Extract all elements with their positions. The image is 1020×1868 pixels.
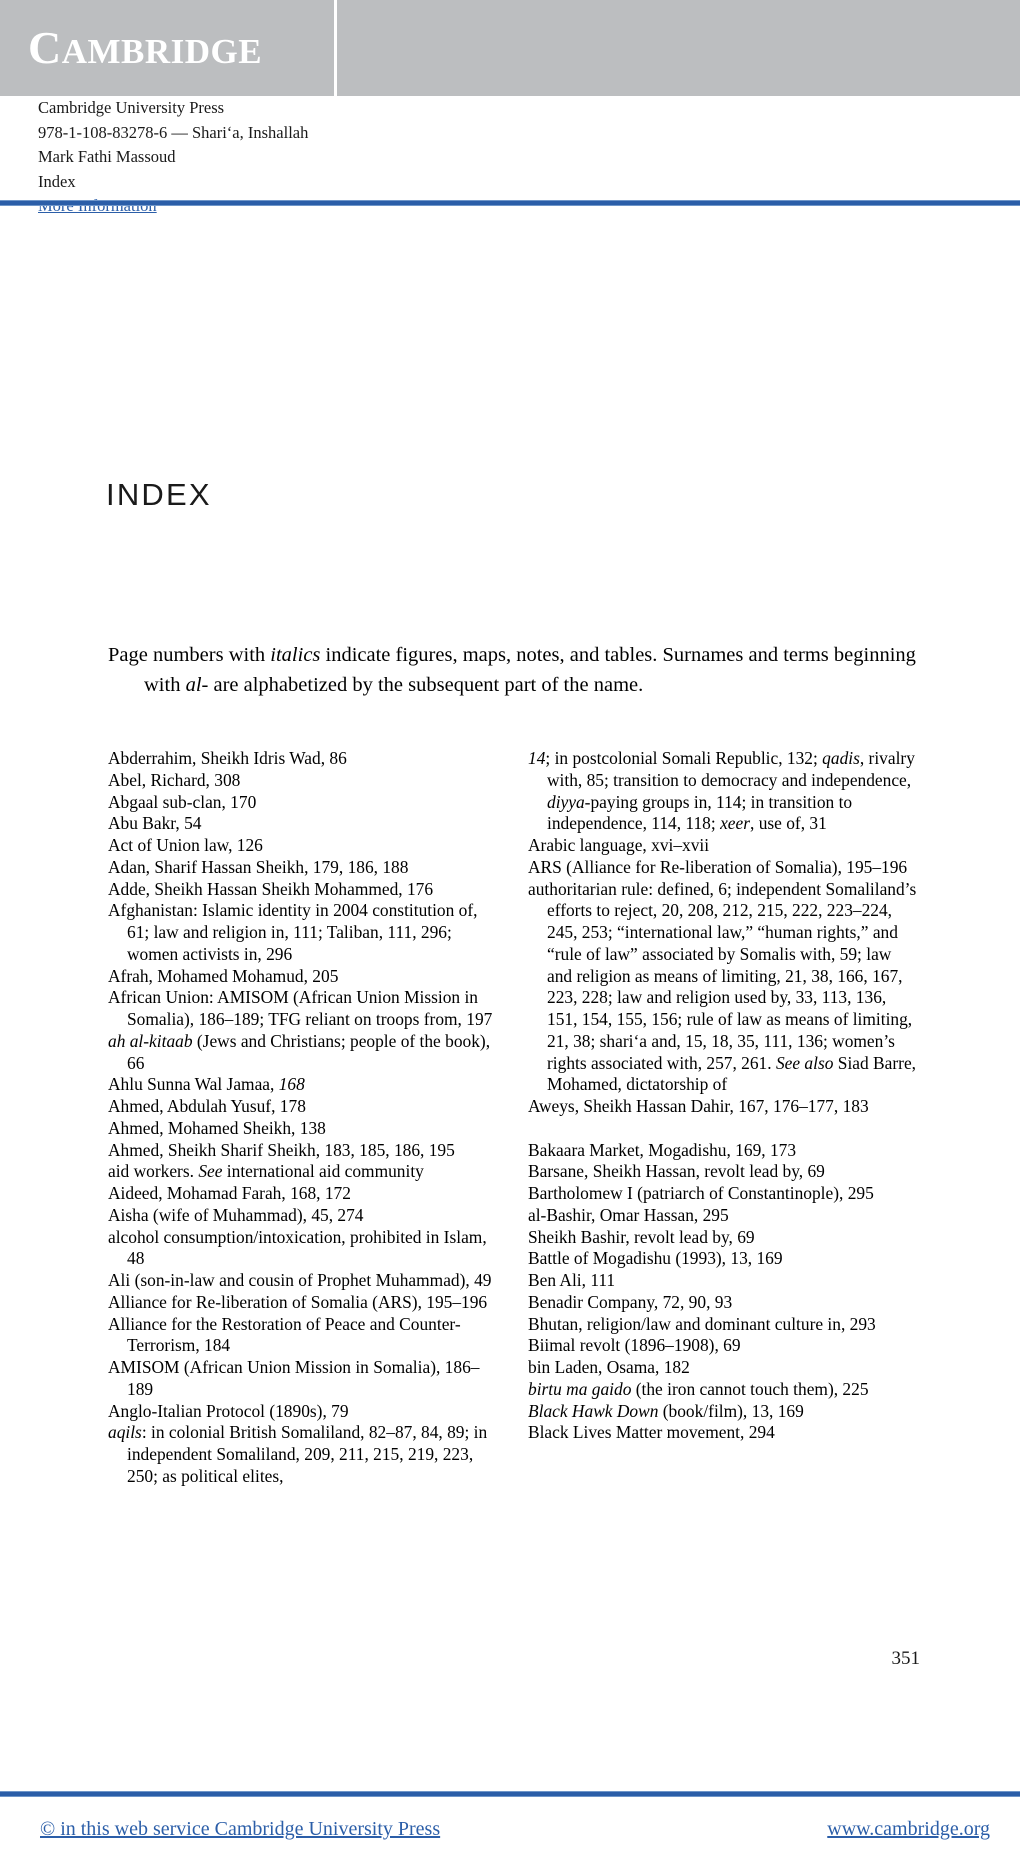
header-divider-rule	[0, 200, 1020, 206]
index-entry: Alliance for Re-liberation of Somalia (ARS), 195–196	[108, 1291, 488, 1312]
index-entry: Abel, Richard, 308	[108, 769, 241, 790]
index-column-left	[108, 748, 500, 1488]
index-entry: Sheikh Bashir, revolt lead by, 69	[528, 1226, 755, 1247]
section-line: Index	[38, 171, 76, 191]
index-entry: Adde, Sheikh Hassan Sheikh Mohammed, 176	[108, 878, 434, 899]
cambridge-logo-panel	[0, 0, 337, 96]
folio-page-number: 351	[891, 1648, 920, 1669]
footer-website-link[interactable]: www.cambridge.org	[827, 1818, 990, 1840]
index-entry: Alliance for the Restoration of Peace and Counter-Terrorism, 184	[108, 1313, 461, 1356]
index-entry: Abu Bakr, 54	[108, 813, 202, 834]
index-entry: Ali (son-in-law and cousin of Prophet Muhammad), 49	[108, 1270, 492, 1290]
publisher-line: Cambridge University Press	[38, 98, 225, 117]
index-entry: ARS (Alliance for Re-liberation of Somalia), 195–196	[528, 856, 908, 877]
index-entry: Barsane, Sheikh Hassan, revolt lead by, 69	[528, 1161, 825, 1182]
index-entry: Bhutan, religion/law and dominant culture in, 293	[528, 1313, 876, 1334]
page-footer	[0, 1818, 1020, 1858]
index-entry: bin Laden, Osama, 182	[528, 1357, 690, 1377]
index-columns	[108, 748, 920, 1488]
cambridge-logo-remainder: AMBRIDGE	[61, 32, 263, 71]
headnote-text-1: Page numbers with	[108, 644, 271, 666]
index-entry: Benadir Company, 72, 90, 93	[528, 1291, 733, 1312]
index-entry: Aweys, Sheikh Hassan Dahir, 167, 176–177, 183	[528, 1096, 869, 1116]
index-entry: Ahmed, Abdulah Yusuf, 178	[108, 1096, 306, 1116]
headnote-italic-al: al-	[185, 674, 209, 696]
index-entry: African Union: AMISOM (African Union Mission in Somalia), 186–189; TFG reliant on troops from, 197	[108, 987, 493, 1029]
index-entry: alcohol consumption/intoxication, prohibited in Islam, 48	[108, 1226, 487, 1269]
index-entry: birtu ma gaido (the iron cannot touch them), 225	[528, 1378, 869, 1399]
index-entry: Afrah, Mohamed Mohamud, 205	[108, 965, 339, 986]
page-title: INDEX	[106, 477, 212, 512]
index-entry: Ahmed, Mohamed Sheikh, 138	[108, 1117, 326, 1138]
index-entry: Black Hawk Down (book/film), 13, 169	[528, 1400, 804, 1421]
index-entry: Bakaara Market, Mogadishu, 169, 173	[528, 1139, 797, 1160]
index-section-gap	[528, 1118, 920, 1140]
index-column-right	[528, 748, 920, 1488]
index-entry: Arabic language, xvi–xvii	[528, 835, 710, 855]
footer-copyright-link[interactable]: © in this web service Cambridge University Press	[40, 1818, 441, 1840]
index-entry: Abderrahim, Sheikh Idris Wad, 86	[108, 748, 347, 768]
cambridge-logo-wordmark	[28, 22, 263, 73]
index-entry: AMISOM (African Union Mission in Somalia), 186–189	[108, 1357, 480, 1399]
index-entry: Biimal revolt (1896–1908), 69	[528, 1335, 741, 1356]
index-entry: Aisha (wife of Muhammad), 45, 274	[108, 1204, 364, 1225]
index-entry: 14; in postcolonial Somali Republic, 132; qadis, rivalry with, 85; transition to democracy and independence, diyya-paying groups in, 114; in transition to independence, 114, 118; xeer, use of, 31	[528, 748, 915, 834]
index-headnote	[108, 640, 954, 700]
index-entry: Ben Ali, 111	[528, 1270, 616, 1290]
cambridge-logo-initial: C	[28, 22, 62, 73]
cambridge-masthead-bar	[0, 0, 1020, 96]
index-entry: Afghanistan: Islamic identity in 2004 constitution of, 61; law and religion in, 111; Taliban, 111, 296; women activists in, 296	[108, 900, 478, 964]
index-entry: aqils: in colonial British Somaliland, 82–87, 84, 89; in independent Somaliland, 209, 211, 215, 219, 223, 250; as political elites,	[108, 1422, 488, 1486]
index-entry: Abgaal sub-clan, 170	[108, 791, 257, 812]
headnote-text-2: indicate figures, maps, notes, and tables. Surnames and terms beginning with	[144, 644, 916, 696]
isbn-title-line: 978-1-108-83278-6 — Shariʻa, Inshallah	[38, 122, 309, 142]
index-entry: Bartholomew I (patriarch of Constantinople), 295	[528, 1183, 874, 1203]
index-entry: al-Bashir, Omar Hassan, 295	[528, 1204, 729, 1225]
index-entry: Act of Union law, 126	[108, 835, 263, 855]
index-entry: Adan, Sharif Hassan Sheikh, 179, 186, 188	[108, 856, 409, 877]
headnote-italic-italics: italics	[270, 644, 321, 666]
index-entry: Ahlu Sunna Wal Jamaa, 168	[108, 1074, 305, 1095]
index-entry: Ahmed, Sheikh Sharif Sheikh, 183, 185, 186, 195	[108, 1139, 455, 1160]
footer-divider-rule	[0, 1791, 1020, 1797]
index-entry: Battle of Mogadishu (1993), 13, 169	[528, 1248, 783, 1269]
author-line: Mark Fathi Massoud	[38, 147, 176, 166]
index-entry: ah al-kitaab (Jews and Christians; people of the book), 66	[108, 1030, 491, 1073]
index-entry: Black Lives Matter movement, 294	[528, 1422, 775, 1443]
index-entry: Aideed, Mohamad Farah, 168, 172	[108, 1183, 351, 1203]
index-entry: authoritarian rule: defined, 6; independent Somaliland’s efforts to reject, 20, 208, 212, 215, 222, 223–224, 245, 253; “international law,” “human rights,” and “rule of law” associated by Somalis with, 59; law and religion as means of limiting, 21, 38, 166, 167, 223, 228; law and religion used by, 33, 113, 136, 151, 154, 155, 156; rule of law as means of limiting, 21, 38; shariʻa and, 15, 18, 35, 111, 136; women’s rights associated with, 257, 261. See also Siad Barre, Mohamed, dictatorship of	[528, 878, 917, 1095]
index-entry: aid workers. See international aid community	[108, 1161, 424, 1182]
index-entry: Anglo-Italian Protocol (1890s), 79	[108, 1400, 349, 1421]
headnote-text-3: are alphabetized by the subsequent part of the name.	[208, 674, 644, 696]
